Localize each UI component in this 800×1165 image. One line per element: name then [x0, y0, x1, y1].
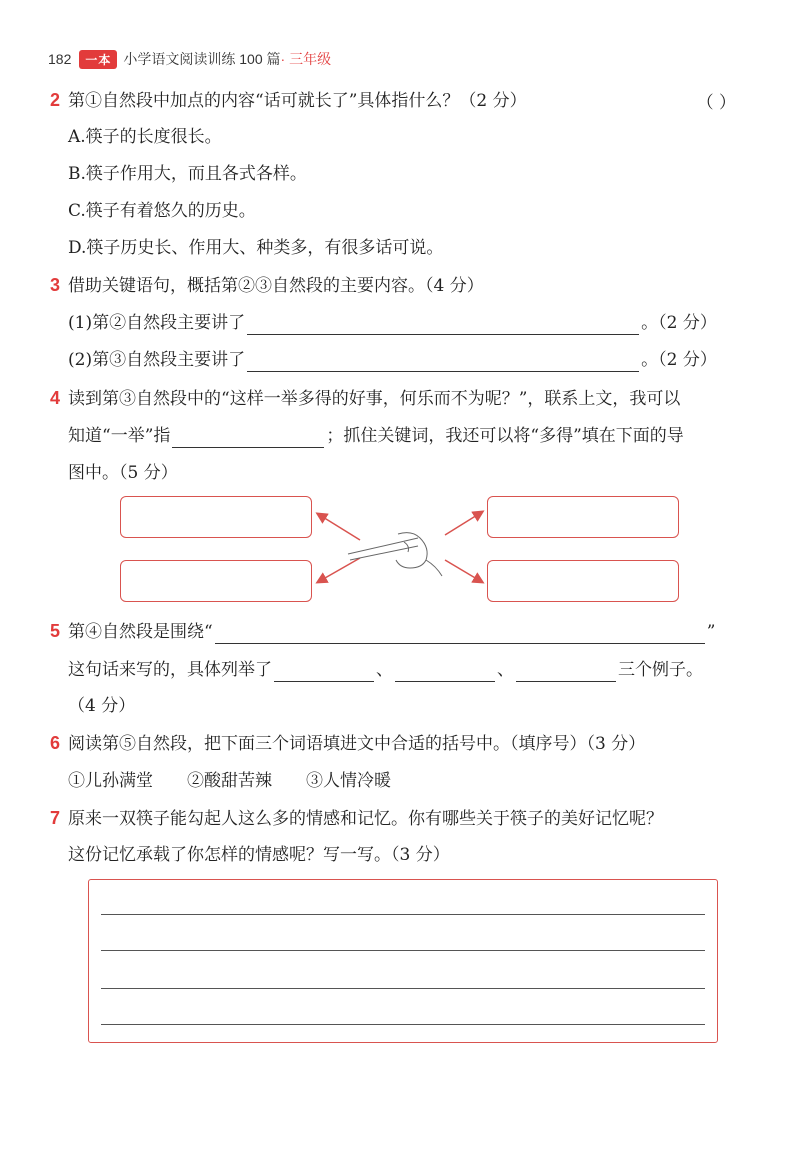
question-number: 4 [50, 388, 61, 408]
book-title: 小学语文阅读训练 100 篇 [123, 51, 281, 67]
fill-blank[interactable] [247, 316, 639, 335]
sub-suffix: 。（2 分） [641, 313, 717, 333]
arrow-to-bottom-left [318, 558, 360, 582]
question-5 [50, 619, 715, 644]
page-header [48, 48, 331, 70]
q4-line-3: 图中。（5 分） [68, 463, 178, 483]
hand-with-chopsticks-icon [348, 533, 442, 576]
q3-sub-1 [68, 311, 717, 335]
q6-options [68, 769, 391, 793]
diagram-box-bottom-right[interactable] [487, 560, 679, 602]
text-segment: 这句话来写的，具体列举了 [68, 660, 272, 680]
question-number: 7 [50, 808, 61, 828]
question-6 [50, 731, 645, 756]
arrow-to-bottom-right [445, 560, 482, 582]
text-segment: 知道“一举”指 [68, 426, 171, 446]
word-option-1: ①儿孙满堂 [68, 771, 153, 791]
separator: 、 [376, 660, 393, 680]
question-text: 原来一双筷子能勾起人这么多的情感和记忆。你有哪些关于筷子的美好记忆呢？ [68, 809, 663, 829]
q3-sub-2 [68, 348, 717, 372]
question-text: 第④自然段是围绕“ [68, 622, 213, 642]
option-d: D.筷子历史长、作用大、种类多，有很多话可说。 [68, 238, 444, 258]
chopsticks-diagram [300, 490, 490, 610]
question-3 [50, 273, 484, 298]
question-number: 3 [50, 275, 61, 295]
brand-logo: 一本 [79, 50, 117, 69]
sub-prefix: (2)第③自然段主要讲了 [68, 350, 246, 370]
sub-prefix: (1)第②自然段主要讲了 [68, 313, 246, 333]
arrow-to-top-right [445, 512, 482, 535]
writing-answer-box[interactable] [88, 879, 718, 1043]
question-text: 借助关键语句，概括第②③自然段的主要内容。（4 分） [68, 276, 484, 296]
question-number: 5 [50, 621, 61, 641]
diagram-box-bottom-left[interactable] [120, 560, 312, 602]
option-b: B.筷子作用大，而且各式各样。 [68, 164, 307, 184]
question-number: 6 [50, 733, 61, 753]
diagram-box-top-left[interactable] [120, 496, 312, 538]
fill-blank[interactable] [172, 429, 324, 448]
question-text: 阅读第⑤自然段，把下面三个词语填进文中合适的括号中。（填序号）（3 分） [68, 734, 646, 754]
option-a: A.筷子的长度很长。 [68, 127, 222, 147]
q4-line-2 [68, 424, 684, 448]
q7-line-2: 这份记忆承载了你怎样的情感呢？写一写。（3 分） [68, 845, 450, 865]
word-option-3: ③人情冷暖 [306, 771, 391, 791]
question-text: 读到第③自然段中的“这样一举多得的好事，何乐而不为呢？”，联系上文，我可以 [68, 389, 681, 409]
word-option-2: ②酸甜苦辣 [187, 771, 272, 791]
fill-blank[interactable] [395, 663, 495, 682]
fill-blank[interactable] [215, 625, 705, 644]
grade-label: · 三年级 [280, 51, 332, 67]
page-number: 182 [48, 51, 72, 67]
text-segment: 三个例子。 [618, 660, 703, 680]
question-text: 第①自然段中加点的内容“话可就长了”具体指什么？（2 分） [68, 91, 527, 111]
writing-line[interactable] [101, 1024, 705, 1025]
option-c: C.筷子有着悠久的历史。 [68, 201, 256, 221]
q5-line-3: （4 分） [68, 696, 136, 716]
question-2 [50, 88, 527, 113]
sub-suffix: 。（2 分） [641, 350, 717, 370]
writing-line[interactable] [101, 988, 705, 989]
fill-blank[interactable] [247, 353, 639, 372]
writing-line[interactable] [101, 914, 705, 915]
text-segment: ” [706, 622, 716, 642]
fill-blank[interactable] [274, 663, 374, 682]
q5-line-2 [68, 658, 703, 682]
question-4 [50, 386, 680, 411]
fill-blank[interactable] [516, 663, 616, 682]
separator: 、 [497, 660, 514, 680]
answer-bracket[interactable]: （ ） [696, 93, 736, 113]
diagram-box-top-right[interactable] [487, 496, 679, 538]
question-7 [50, 806, 663, 831]
writing-line[interactable] [101, 950, 705, 951]
text-segment: ；抓住关键词，我还可以将“多得”填在下面的导 [326, 426, 684, 446]
question-number: 2 [50, 90, 61, 110]
arrow-to-top-left [318, 514, 360, 540]
